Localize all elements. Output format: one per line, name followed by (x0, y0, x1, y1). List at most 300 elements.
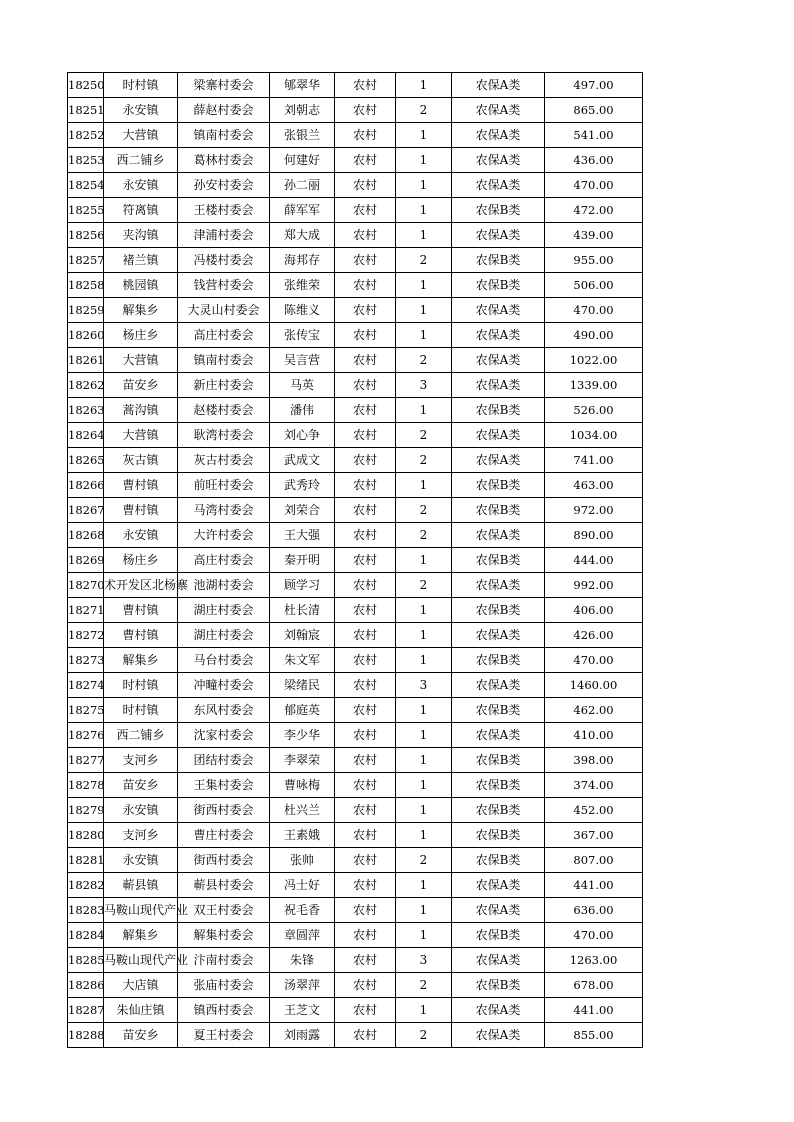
table-row (68, 73, 643, 98)
insurance-category-cell: 农保B类 (452, 473, 545, 498)
table-row (68, 148, 643, 173)
record-id-cell: 18276 (68, 723, 104, 748)
person-name-cell: 汤翠萍 (270, 973, 335, 998)
household-count-cell: 2 (396, 348, 452, 373)
record-id-cell: 18274 (68, 673, 104, 698)
record-id-cell: 18284 (68, 923, 104, 948)
record-id-cell: 18279 (68, 798, 104, 823)
person-name-cell: 孙二丽 (270, 173, 335, 198)
table-row (68, 448, 643, 473)
person-name-cell: 梁绪民 (270, 673, 335, 698)
table-row (68, 973, 643, 998)
area-type-cell: 农村 (335, 923, 396, 948)
household-count-cell: 1 (396, 73, 452, 98)
village-committee-cell: 镇西村委会 (178, 998, 270, 1023)
household-count-cell: 1 (396, 898, 452, 923)
insurance-category-cell: 农保A类 (452, 423, 545, 448)
area-type-cell: 农村 (335, 598, 396, 623)
insurance-category-cell: 农保B类 (452, 248, 545, 273)
area-type-cell: 农村 (335, 123, 396, 148)
household-count-cell: 1 (396, 748, 452, 773)
record-id-cell: 18288 (68, 1023, 104, 1048)
record-id-cell: 18269 (68, 548, 104, 573)
area-type-cell: 农村 (335, 823, 396, 848)
amount-cell: 470.00 (545, 173, 643, 198)
household-count-cell: 1 (396, 823, 452, 848)
insurance-category-cell: 农保A类 (452, 73, 545, 98)
insurance-category-cell: 农保A类 (452, 673, 545, 698)
household-count-cell: 2 (396, 973, 452, 998)
village-committee-cell: 街西村委会 (178, 798, 270, 823)
township-cell: 朱仙庄镇 (104, 998, 178, 1023)
record-id-cell: 18251 (68, 98, 104, 123)
record-id-cell: 18281 (68, 848, 104, 873)
area-type-cell: 农村 (335, 873, 396, 898)
township-cell: 大营镇 (104, 123, 178, 148)
area-type-cell: 农村 (335, 848, 396, 873)
household-count-cell: 1 (396, 148, 452, 173)
household-count-cell: 1 (396, 598, 452, 623)
table-row (68, 848, 643, 873)
area-type-cell: 农村 (335, 248, 396, 273)
household-count-cell: 2 (396, 448, 452, 473)
village-committee-cell: 湖庄村委会 (178, 623, 270, 648)
person-name-cell: 何建好 (270, 148, 335, 173)
area-type-cell: 农村 (335, 173, 396, 198)
amount-cell: 855.00 (545, 1023, 643, 1048)
record-id-cell: 18286 (68, 973, 104, 998)
area-type-cell: 农村 (335, 373, 396, 398)
insurance-category-cell: 农保A类 (452, 623, 545, 648)
person-name-cell: 朱锋 (270, 948, 335, 973)
township-cell: 大营镇 (104, 423, 178, 448)
area-type-cell: 农村 (335, 98, 396, 123)
area-type-cell: 农村 (335, 723, 396, 748)
township-cell: 永安镇 (104, 523, 178, 548)
township-cell: 大营镇 (104, 348, 178, 373)
area-type-cell: 农村 (335, 73, 396, 98)
area-type-cell: 农村 (335, 698, 396, 723)
amount-cell: 992.00 (545, 573, 643, 598)
record-id-cell: 18285 (68, 948, 104, 973)
amount-cell: 890.00 (545, 523, 643, 548)
record-id-cell: 18265 (68, 448, 104, 473)
insurance-category-cell: 农保B类 (452, 198, 545, 223)
village-committee-cell: 镇南村委会 (178, 123, 270, 148)
household-count-cell: 1 (396, 323, 452, 348)
record-id-cell: 18287 (68, 998, 104, 1023)
village-committee-cell: 王楼村委会 (178, 198, 270, 223)
person-name-cell: 张帅 (270, 848, 335, 873)
table-row (68, 1023, 643, 1048)
village-committee-cell: 王集村委会 (178, 773, 270, 798)
village-committee-cell: 冯楼村委会 (178, 248, 270, 273)
township-cell: 时村镇 (104, 673, 178, 698)
record-id-cell: 18262 (68, 373, 104, 398)
person-name-cell: 祝毛香 (270, 898, 335, 923)
township-cell: 时村镇 (104, 698, 178, 723)
township-cell: 永安镇 (104, 848, 178, 873)
table-row (68, 348, 643, 373)
area-type-cell: 农村 (335, 973, 396, 998)
table-row (68, 723, 643, 748)
record-id-cell: 18282 (68, 873, 104, 898)
person-name-cell: 章圆萍 (270, 923, 335, 948)
township-cell: 解集乡 (104, 298, 178, 323)
village-committee-cell: 马台村委会 (178, 648, 270, 673)
household-count-cell: 1 (396, 548, 452, 573)
table-row (68, 223, 643, 248)
table-row (68, 573, 643, 598)
amount-cell: 636.00 (545, 898, 643, 923)
village-committee-cell: 湖庄村委会 (178, 598, 270, 623)
person-name-cell: 郑大成 (270, 223, 335, 248)
village-committee-cell: 大许村委会 (178, 523, 270, 548)
village-committee-cell: 前旺村委会 (178, 473, 270, 498)
record-id-cell: 18278 (68, 773, 104, 798)
insurance-category-cell: 农保A类 (452, 873, 545, 898)
township-cell: 时村镇 (104, 73, 178, 98)
insurance-category-cell: 农保B类 (452, 698, 545, 723)
amount-cell: 1034.00 (545, 423, 643, 448)
township-cell: 曹村镇 (104, 498, 178, 523)
household-count-cell: 1 (396, 998, 452, 1023)
insurance-category-cell: 农保B类 (452, 598, 545, 623)
household-count-cell: 1 (396, 723, 452, 748)
township-cell: 灰古镇 (104, 448, 178, 473)
amount-cell: 367.00 (545, 823, 643, 848)
area-type-cell: 农村 (335, 573, 396, 598)
insurance-category-cell: 农保A类 (452, 998, 545, 1023)
household-count-cell: 1 (396, 623, 452, 648)
household-count-cell: 2 (396, 573, 452, 598)
table-row (68, 623, 643, 648)
insurance-category-cell: 农保B类 (452, 273, 545, 298)
person-name-cell: 王大强 (270, 523, 335, 548)
person-name-cell: 吴言营 (270, 348, 335, 373)
township-cell: 蕲县镇 (104, 873, 178, 898)
table-row (68, 873, 643, 898)
village-committee-cell: 钱营村委会 (178, 273, 270, 298)
village-committee-cell: 双王村委会 (178, 898, 270, 923)
household-count-cell: 1 (396, 873, 452, 898)
area-type-cell: 农村 (335, 498, 396, 523)
village-committee-cell: 解集村委会 (178, 923, 270, 948)
table-row (68, 548, 643, 573)
record-id-cell: 18273 (68, 648, 104, 673)
household-count-cell: 1 (396, 173, 452, 198)
person-name-cell: 顾学习 (270, 573, 335, 598)
area-type-cell: 农村 (335, 898, 396, 923)
record-id-cell: 18257 (68, 248, 104, 273)
township-cell: 夹沟镇 (104, 223, 178, 248)
household-count-cell: 1 (396, 398, 452, 423)
area-type-cell: 农村 (335, 323, 396, 348)
amount-cell: 398.00 (545, 748, 643, 773)
person-name-cell: 曹咏梅 (270, 773, 335, 798)
village-committee-cell: 葛林村委会 (178, 148, 270, 173)
amount-cell: 436.00 (545, 148, 643, 173)
person-name-cell: 刘荣合 (270, 498, 335, 523)
table-row (68, 823, 643, 848)
insurance-category-cell: 农保B类 (452, 773, 545, 798)
area-type-cell: 农村 (335, 623, 396, 648)
insurance-category-cell: 农保A类 (452, 123, 545, 148)
township-cell: 马鞍山现代产业 (104, 948, 178, 973)
household-count-cell: 1 (396, 298, 452, 323)
township-cell: 西二铺乡 (104, 148, 178, 173)
village-committee-cell: 马湾村委会 (178, 498, 270, 523)
township-cell: 术开发区北杨寨 (104, 573, 178, 598)
area-type-cell: 农村 (335, 473, 396, 498)
village-committee-cell: 灰古村委会 (178, 448, 270, 473)
table-row (68, 298, 643, 323)
insurance-category-cell: 农保B类 (452, 498, 545, 523)
township-cell: 桃园镇 (104, 273, 178, 298)
township-cell: 永安镇 (104, 98, 178, 123)
household-count-cell: 2 (396, 423, 452, 448)
household-count-cell: 1 (396, 123, 452, 148)
area-type-cell: 农村 (335, 273, 396, 298)
record-id-cell: 18277 (68, 748, 104, 773)
township-cell: 苗安乡 (104, 1023, 178, 1048)
township-cell: 曹村镇 (104, 623, 178, 648)
table-row (68, 323, 643, 348)
table-row (68, 773, 643, 798)
person-name-cell: 杜长清 (270, 598, 335, 623)
household-count-cell: 2 (396, 1023, 452, 1048)
table-row (68, 123, 643, 148)
person-name-cell: 海邦存 (270, 248, 335, 273)
amount-cell: 462.00 (545, 698, 643, 723)
village-committee-cell: 夏王村委会 (178, 1023, 270, 1048)
village-committee-cell: 蕲县村委会 (178, 873, 270, 898)
township-cell: 解集乡 (104, 923, 178, 948)
person-name-cell: 郇翠华 (270, 73, 335, 98)
township-cell: 西二铺乡 (104, 723, 178, 748)
area-type-cell: 农村 (335, 348, 396, 373)
amount-cell: 972.00 (545, 498, 643, 523)
person-name-cell: 刘心争 (270, 423, 335, 448)
amount-cell: 865.00 (545, 98, 643, 123)
table-row (68, 423, 643, 448)
amount-cell: 444.00 (545, 548, 643, 573)
amount-cell: 452.00 (545, 798, 643, 823)
household-count-cell: 1 (396, 773, 452, 798)
insurance-category-cell: 农保A类 (452, 373, 545, 398)
village-committee-cell: 团结村委会 (178, 748, 270, 773)
household-count-cell: 3 (396, 673, 452, 698)
village-committee-cell: 赵楼村委会 (178, 398, 270, 423)
household-count-cell: 2 (396, 248, 452, 273)
record-id-cell: 18270 (68, 573, 104, 598)
table-row (68, 398, 643, 423)
person-name-cell: 李少华 (270, 723, 335, 748)
village-committee-cell: 张庙村委会 (178, 973, 270, 998)
village-committee-cell: 孙安村委会 (178, 173, 270, 198)
amount-cell: 955.00 (545, 248, 643, 273)
area-type-cell: 农村 (335, 523, 396, 548)
household-count-cell: 1 (396, 198, 452, 223)
insurance-category-cell: 农保B类 (452, 398, 545, 423)
area-type-cell: 农村 (335, 1023, 396, 1048)
township-cell: 曹村镇 (104, 598, 178, 623)
amount-cell: 439.00 (545, 223, 643, 248)
household-count-cell: 2 (396, 498, 452, 523)
amount-cell: 406.00 (545, 598, 643, 623)
area-type-cell: 农村 (335, 648, 396, 673)
village-committee-cell: 梁寨村委会 (178, 73, 270, 98)
insurance-category-cell: 农保B类 (452, 923, 545, 948)
table-row (68, 473, 643, 498)
insurance-category-cell: 农保B类 (452, 548, 545, 573)
amount-cell: 497.00 (545, 73, 643, 98)
township-cell: 杨庄乡 (104, 548, 178, 573)
amount-cell: 470.00 (545, 298, 643, 323)
record-id-cell: 18266 (68, 473, 104, 498)
insurance-category-cell: 农保A类 (452, 448, 545, 473)
record-id-cell: 18254 (68, 173, 104, 198)
amount-cell: 470.00 (545, 648, 643, 673)
table-row (68, 648, 643, 673)
table-row (68, 748, 643, 773)
insurance-category-cell: 农保B类 (452, 848, 545, 873)
township-cell: 杨庄乡 (104, 323, 178, 348)
amount-cell: 470.00 (545, 923, 643, 948)
area-type-cell: 农村 (335, 548, 396, 573)
township-cell: 符离镇 (104, 198, 178, 223)
area-type-cell: 农村 (335, 998, 396, 1023)
household-count-cell: 1 (396, 648, 452, 673)
record-id-cell: 18283 (68, 898, 104, 923)
record-id-cell: 18272 (68, 623, 104, 648)
amount-cell: 472.00 (545, 198, 643, 223)
township-cell: 蒿沟镇 (104, 398, 178, 423)
amount-cell: 741.00 (545, 448, 643, 473)
table-row (68, 798, 643, 823)
area-type-cell: 农村 (335, 673, 396, 698)
person-name-cell: 秦开明 (270, 548, 335, 573)
household-count-cell: 1 (396, 923, 452, 948)
household-count-cell: 2 (396, 98, 452, 123)
township-cell: 永安镇 (104, 173, 178, 198)
insurance-category-cell: 农保B类 (452, 798, 545, 823)
insurance-category-cell: 农保A类 (452, 948, 545, 973)
household-count-cell: 2 (396, 523, 452, 548)
amount-cell: 541.00 (545, 123, 643, 148)
area-type-cell: 农村 (335, 773, 396, 798)
area-type-cell: 农村 (335, 448, 396, 473)
person-name-cell: 冯士好 (270, 873, 335, 898)
record-id-cell: 18261 (68, 348, 104, 373)
amount-cell: 463.00 (545, 473, 643, 498)
household-count-cell: 1 (396, 273, 452, 298)
amount-cell: 1460.00 (545, 673, 643, 698)
village-committee-cell: 街西村委会 (178, 848, 270, 873)
township-cell: 支河乡 (104, 823, 178, 848)
table-row (68, 373, 643, 398)
person-name-cell: 张维荣 (270, 273, 335, 298)
record-id-cell: 18250 (68, 73, 104, 98)
insurance-category-cell: 农保B类 (452, 823, 545, 848)
area-type-cell: 农村 (335, 423, 396, 448)
table-row (68, 698, 643, 723)
township-cell: 褚兰镇 (104, 248, 178, 273)
person-name-cell: 刘朝志 (270, 98, 335, 123)
village-committee-cell: 津浦村委会 (178, 223, 270, 248)
amount-cell: 807.00 (545, 848, 643, 873)
table-row (68, 598, 643, 623)
record-id-cell: 18260 (68, 323, 104, 348)
record-id-cell: 18268 (68, 523, 104, 548)
amount-cell: 426.00 (545, 623, 643, 648)
area-type-cell: 农村 (335, 748, 396, 773)
person-name-cell: 郁庭英 (270, 698, 335, 723)
amount-cell: 490.00 (545, 323, 643, 348)
household-count-cell: 3 (396, 373, 452, 398)
area-type-cell: 农村 (335, 298, 396, 323)
person-name-cell: 李翠荣 (270, 748, 335, 773)
insurance-category-cell: 农保B类 (452, 648, 545, 673)
record-id-cell: 18256 (68, 223, 104, 248)
table-row (68, 673, 643, 698)
household-count-cell: 1 (396, 223, 452, 248)
amount-cell: 1263.00 (545, 948, 643, 973)
table-row (68, 98, 643, 123)
village-committee-cell: 新庄村委会 (178, 373, 270, 398)
insurance-category-cell: 农保A类 (452, 523, 545, 548)
record-id-cell: 18275 (68, 698, 104, 723)
village-committee-cell: 高庄村委会 (178, 323, 270, 348)
person-name-cell: 杜兴兰 (270, 798, 335, 823)
record-id-cell: 18267 (68, 498, 104, 523)
insurance-category-cell: 农保A类 (452, 223, 545, 248)
person-name-cell: 王素娥 (270, 823, 335, 848)
records-table (67, 72, 643, 1048)
township-cell: 永安镇 (104, 798, 178, 823)
township-cell: 大店镇 (104, 973, 178, 998)
record-id-cell: 18259 (68, 298, 104, 323)
household-count-cell: 1 (396, 698, 452, 723)
amount-cell: 441.00 (545, 873, 643, 898)
person-name-cell: 陈维义 (270, 298, 335, 323)
insurance-category-cell: 农保A类 (452, 298, 545, 323)
insurance-category-cell: 农保A类 (452, 323, 545, 348)
insurance-category-cell: 农保A类 (452, 173, 545, 198)
village-committee-cell: 东风村委会 (178, 698, 270, 723)
record-id-cell: 18255 (68, 198, 104, 223)
village-committee-cell: 高庄村委会 (178, 548, 270, 573)
person-name-cell: 刘雨露 (270, 1023, 335, 1048)
area-type-cell: 农村 (335, 148, 396, 173)
table-row (68, 998, 643, 1023)
table-row (68, 923, 643, 948)
area-type-cell: 农村 (335, 948, 396, 973)
person-name-cell: 武成文 (270, 448, 335, 473)
area-type-cell: 农村 (335, 798, 396, 823)
insurance-category-cell: 农保A类 (452, 573, 545, 598)
records-table-body (68, 73, 643, 1048)
amount-cell: 1339.00 (545, 373, 643, 398)
person-name-cell: 张传宝 (270, 323, 335, 348)
insurance-category-cell: 农保A类 (452, 898, 545, 923)
person-name-cell: 武秀玲 (270, 473, 335, 498)
table-row (68, 898, 643, 923)
insurance-category-cell: 农保A类 (452, 348, 545, 373)
table-row (68, 498, 643, 523)
person-name-cell: 刘翰宸 (270, 623, 335, 648)
person-name-cell: 张银兰 (270, 123, 335, 148)
